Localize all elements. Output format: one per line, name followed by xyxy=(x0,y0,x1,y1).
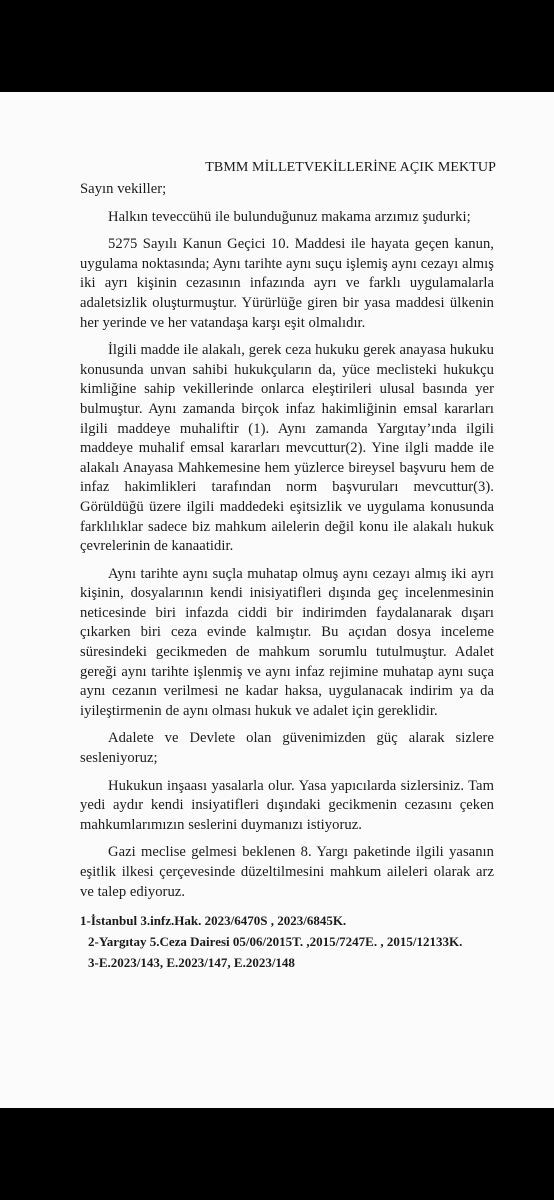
paragraph-trust: Adalete ve Devlete olan güvenimizden güç alarak sizlere sesleniyoruz; xyxy=(80,730,494,767)
reference-item: 3-E.2023/143, E.2023/147, E.2023/148 xyxy=(88,955,295,971)
salutation: Sayın vekiller; xyxy=(80,181,167,197)
paragraph-lawmakers: Hukukun inşaası yasalarla olur. Yasa yapıcılarda sizlersiniz. Tam yedi aydır kendi insiyatifleri dışındaki gecikmenin cezasını çeken mahkumlarımızın seslerini duymanızı istiyoruz. xyxy=(80,777,494,833)
paragraph-law: 5275 Sayılı Kanun Geçici 10. Maddesi ile hayata geçen kanun, uygulama noktasında; Aynı tarihte aynı suçu işlemiş aynı cezayı almış iki ayrı kişinin cezasının infazında ayrı ve farklı uygulamalarla adaletsizlik oluşturmuştur. Yürürlüğe giren bir yasa maddesi ülkenin her yerinde ve her vatandaşa karşı eşit olmalıdır. xyxy=(80,236,494,331)
paragraph-demand: Gazi meclise gelmesi beklenen 8. Yargı paketinde ilgili yasanın eşitlik ilkesi çerçevesinde düzeltilmesini mahkum aileleri olarak arz ve talep ediyoruz. xyxy=(80,844,494,900)
references xyxy=(80,912,494,971)
paragraph-legal-criticism: İlgili madde ile alakalı, gerek ceza hukuku gerek anayasa hukuku konusunda unvan sahibi hukukçuların da, yüce meclisteki hukukçu kimliğine sahip vekillerinde onlarca eleştirileri ulusal basında yer bulmuştur. Aynı zamanda birçok infaz hakimliğinin emsal kararları ilgili maddeye muhaliftir (1). Aynı zamanda Yargıtay’ında ilgili maddeye muhalif emsal kararları mevcuttur(2). Yine ilgli madde ile alakalı Anayasa Mahkemesine hem yüzlerce bireysel başvuru hem de infaz hakimlikleri tarafından norm başvuruları mevcuttur(3). Görüldüğü üzere ilgili maddedeki eşitsizlik ve uygulama konusunda farklılıklar sadece biz mahkum ailelerin değil konu ile alakalı hukuk çevrelerinin de kanaatidir. xyxy=(80,342,494,555)
letter-page xyxy=(0,92,554,1108)
paragraph-request: Halkın teveccühü ile bulunduğunuz makama arzımız şudurki; xyxy=(108,208,471,225)
letter-title: TBMM MİLLETVEKİLLERİNE AÇIK MEKTUP xyxy=(205,160,496,175)
letter-body xyxy=(80,180,494,975)
paragraph-same-crime: Aynı tarihte aynı suçla muhatap olmuş aynı cezayı almış iki ayrı kişinin, dosyalarının kendi inisiyatifleri dışında geç incelenmesinin neticesinde biri infazda ciddi bir indirimden faydalanarak dışarı çıkarken biri ceza evinde kalmıştır. Bu açıdan dosya inceleme süresindeki gecikmeden de mahkum sorumlu tutulmuştur. Adalet gereği aynı tarihte işlenmiş ve aynı infaz rejimine muhatap aynı suça aynı cezanın verilmesi ne kadar haksa, uygulanacak indirim ya da iyileştirmenin de aynı olması hukuk ve adalet için gereklidir. xyxy=(80,565,494,719)
reference-item: 2-Yargıtay 5.Ceza Dairesi 05/06/2015T. ,2015/7247E. , 2015/12133K. xyxy=(88,934,463,950)
reference-item: 1-İstanbul 3.infz.Hak. 2023/6470S , 2023/6845K. xyxy=(80,913,347,929)
